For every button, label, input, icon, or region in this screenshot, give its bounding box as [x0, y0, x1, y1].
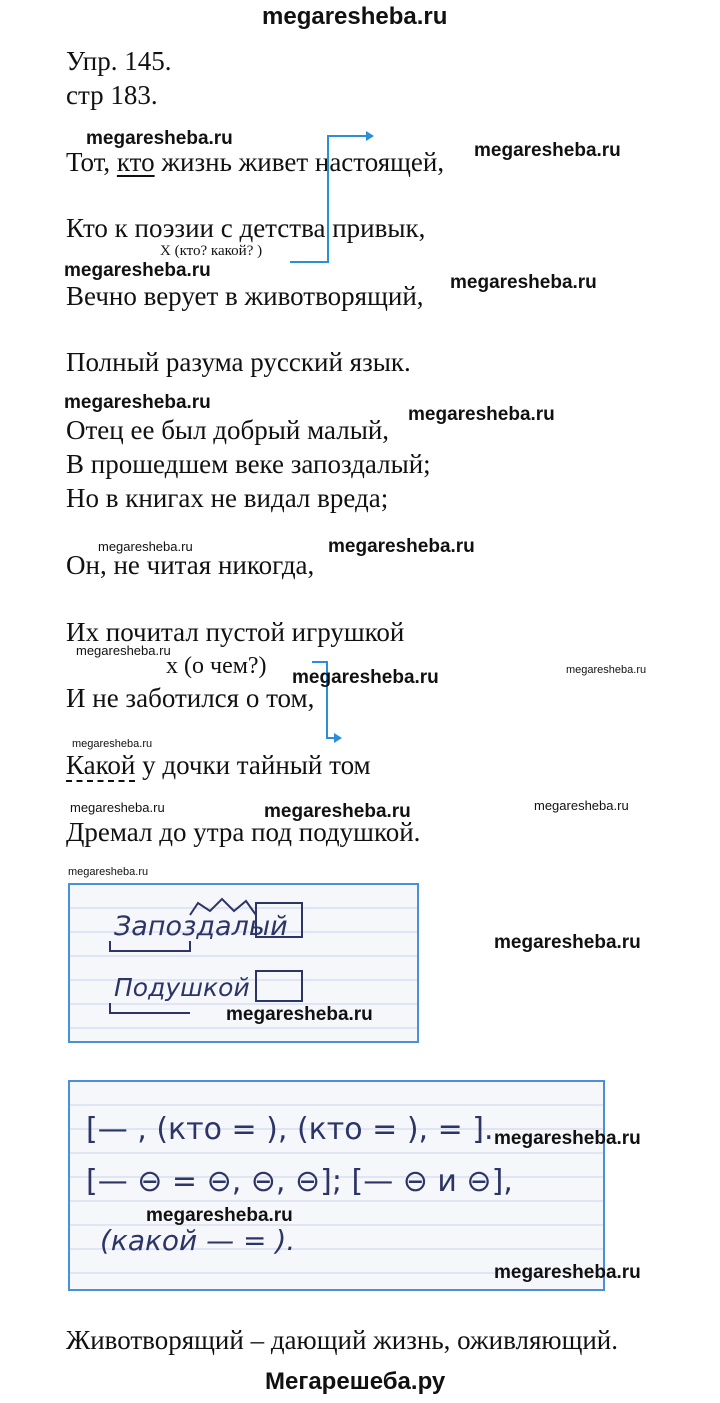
watermark: megaresheba.ru [292, 667, 439, 688]
watermark: megaresheba.ru [408, 404, 555, 425]
watermark: megaresheba.ru [450, 272, 597, 293]
watermark: megaresheba.ru [264, 801, 411, 822]
arrow-icon-1 [290, 131, 374, 262]
poem-line-12: Дремал до утра под подушкой. [66, 817, 421, 847]
watermark: megaresheba.ru [328, 536, 475, 557]
watermark: megaresheba.ru [494, 932, 641, 953]
site-footer: Мегарешеба.ру [265, 1368, 446, 1395]
scheme-line-1: [— , (кто = ), (кто = ), = ]. [86, 1112, 494, 1147]
poem-line-10: И не заботился о том, [66, 683, 315, 713]
poem-line-11-rest: у дочки тайный том [135, 750, 371, 780]
watermark: megaresheba.ru [494, 1128, 641, 1149]
watermark: megaresheba.ru [566, 664, 647, 676]
poem-line-1-start: Тот, [66, 147, 117, 177]
watermark: megaresheba.ru [474, 140, 621, 161]
exercise-number: Упр. 145. [66, 46, 172, 76]
poem-line-7: Но в книгах не видал вреда; [66, 483, 389, 513]
poem-line-8: Он, не читая никогда, [66, 550, 315, 580]
watermark: megaresheba.ru [98, 539, 193, 554]
handwritten-word-2: Подушкой [114, 973, 250, 1002]
watermark: megaresheba.ru [86, 128, 233, 149]
poem-line-2: Кто к поэзии с детства привык, [66, 213, 426, 243]
question-note-2: х (о чем?) [166, 653, 267, 679]
watermark: megaresheba.ru [64, 260, 211, 281]
word-definition: Животворящий – дающий жизнь, оживляющий. [66, 1325, 619, 1355]
question-note-1: Х (кто? какой? ) [160, 243, 263, 259]
poem-line-6: В прошедшем веке запоздалый; [66, 449, 431, 479]
watermark: megaresheba.ru [494, 1262, 641, 1283]
sentence-scheme-photo [68, 1080, 605, 1291]
watermark: megaresheba.ru [64, 392, 211, 413]
scheme-line-3: (какой — = ). [100, 1224, 296, 1257]
watermark: megaresheba.ru [72, 738, 153, 750]
site-header: megaresheba.ru [262, 3, 448, 30]
poem-line-5: Отец ее был добрый малый, [66, 415, 390, 445]
watermark: megaresheba.ru [146, 1205, 293, 1226]
watermark: megaresheba.ru [226, 1004, 373, 1025]
handwritten-word-1: Запоздалый [114, 911, 288, 942]
page-reference: стр 183. [66, 80, 158, 110]
watermark: megaresheba.ru [76, 643, 171, 658]
scheme-line-2: [— ⊖ = ⊖, ⊖, ⊖]; [— ⊖ и ⊖], [86, 1164, 513, 1199]
poem-line-4: Полный разума русский язык. [66, 347, 411, 377]
poem-line-9: Их почитал пустой игрушкой [66, 617, 405, 647]
subject-word-kto: кто [116, 147, 155, 177]
watermark: megaresheba.ru [70, 800, 165, 815]
watermark: megaresheba.ru [534, 798, 629, 813]
conjunctive-word-kakoi: Какой [66, 750, 136, 780]
poem-line-1-end: жизнь живет настоящей, [154, 147, 445, 177]
poem-line-3: Вечно верует в животворящий, [66, 281, 424, 311]
watermark: megaresheba.ru [68, 866, 149, 878]
